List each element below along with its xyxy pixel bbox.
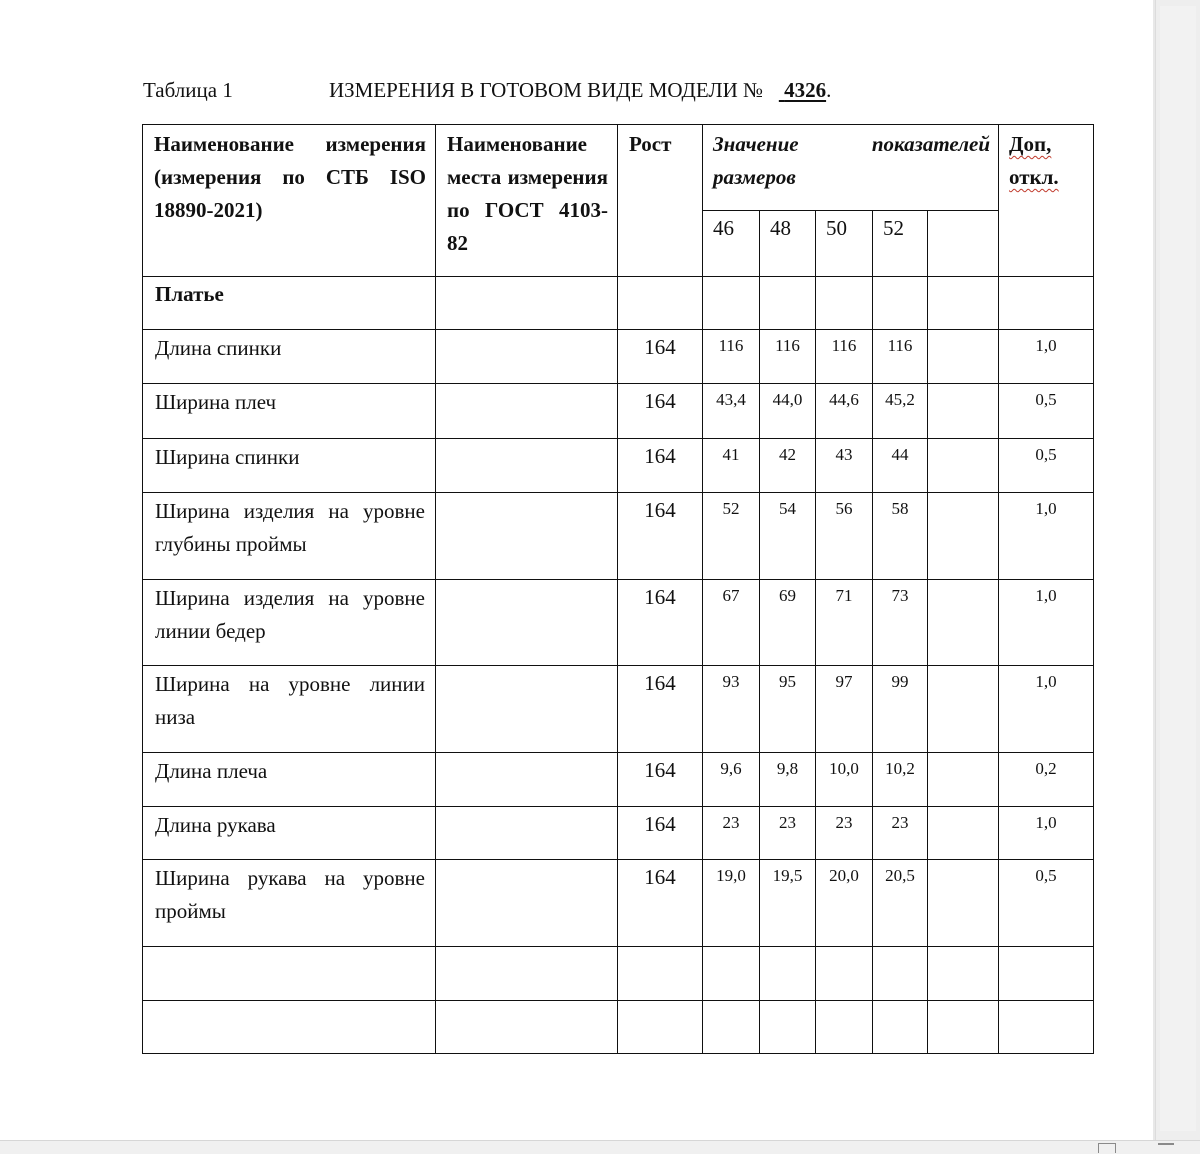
tolerance-value: 1,0: [999, 666, 1094, 753]
size-value: [928, 860, 999, 947]
empty-cell: [816, 947, 873, 1001]
layout-view-icon[interactable]: [1098, 1143, 1116, 1153]
size-value: 97: [816, 666, 873, 753]
size-value: 67: [703, 580, 760, 666]
vertical-scrollbar[interactable]: [1155, 0, 1200, 1140]
group-title: Платье: [143, 277, 436, 330]
size-value: 95: [760, 666, 816, 753]
empty-cell: [816, 1001, 873, 1054]
size-value: 23: [703, 807, 760, 860]
table-caption: Таблица 1: [143, 78, 233, 102]
table-heading: [329, 78, 831, 103]
size-value: 73: [873, 580, 928, 666]
model-number-value: 4326: [784, 78, 827, 102]
size-value: 20,0: [816, 860, 873, 947]
empty-cell: [436, 947, 618, 1001]
page-view-icon[interactable]: [1158, 1143, 1174, 1154]
tolerance-value: 0,5: [999, 384, 1094, 439]
size-value: 116: [816, 330, 873, 384]
measurement-place: [436, 860, 618, 947]
size-value: [928, 666, 999, 753]
size-value: 41: [703, 439, 760, 493]
size-value: [928, 439, 999, 493]
measurement-place: [436, 384, 618, 439]
size-value: 45,2: [873, 384, 928, 439]
measurement-name: Ширина плеч: [143, 384, 436, 439]
size-header-cell: 48: [760, 211, 816, 277]
size-value: [928, 753, 999, 807]
size-value: 44: [873, 439, 928, 493]
tolerance-value: 0,2: [999, 753, 1094, 807]
size-value: 116: [760, 330, 816, 384]
measurement-place: [436, 439, 618, 493]
size-value: [928, 384, 999, 439]
size-value: 43: [816, 439, 873, 493]
empty-cell: [703, 277, 760, 330]
size-value: 69: [760, 580, 816, 666]
header-size-values: Значение показателей размеров: [703, 125, 999, 211]
size-header-cell: [928, 211, 999, 277]
size-header-cell: 50: [816, 211, 873, 277]
measurement-place: [436, 580, 618, 666]
size-header-cell: 46: [703, 211, 760, 277]
tolerance-value: 1,0: [999, 580, 1094, 666]
empty-cell: [928, 277, 999, 330]
size-value: 9,6: [703, 753, 760, 807]
height-value: 164: [618, 439, 703, 493]
empty-cell: [143, 1001, 436, 1054]
size-value: 42: [760, 439, 816, 493]
size-value: 9,8: [760, 753, 816, 807]
empty-cell: [873, 1001, 928, 1054]
empty-cell: [703, 947, 760, 1001]
table-row: [143, 666, 1094, 753]
height-value: 164: [618, 860, 703, 947]
height-value: 164: [618, 807, 703, 860]
empty-cell: [816, 277, 873, 330]
size-value: [928, 807, 999, 860]
size-value: [928, 580, 999, 666]
empty-cell: [760, 277, 816, 330]
empty-cell: [618, 1001, 703, 1054]
tolerance-value: 0,5: [999, 860, 1094, 947]
table-row: [143, 807, 1094, 860]
header-height: Рост: [618, 125, 703, 277]
status-bar: [0, 1140, 1200, 1154]
tolerance-value: 0,5: [999, 439, 1094, 493]
height-value: 164: [618, 330, 703, 384]
size-value: 20,5: [873, 860, 928, 947]
table-row: [143, 330, 1094, 384]
empty-cell: [436, 1001, 618, 1054]
measurement-name: Длина рукава: [143, 807, 436, 860]
table-row: [143, 860, 1094, 947]
size-value: 23: [816, 807, 873, 860]
size-value: 52: [703, 493, 760, 580]
measurement-place: [436, 330, 618, 384]
empty-cell: [999, 947, 1094, 1001]
height-value: 164: [618, 384, 703, 439]
empty-cell: [999, 277, 1094, 330]
size-value: 44,0: [760, 384, 816, 439]
header-deviation-text: Доп, откл.: [1009, 132, 1059, 189]
empty-cell: [143, 947, 436, 1001]
heading-text: ИЗМЕРЕНИЯ В ГОТОВОМ ВИДЕ МОДЕЛИ №: [329, 78, 764, 102]
size-value: 93: [703, 666, 760, 753]
size-value: 10,2: [873, 753, 928, 807]
tolerance-value: 1,0: [999, 493, 1094, 580]
scrollbar-track[interactable]: [1160, 6, 1196, 1131]
table-row: [143, 580, 1094, 666]
empty-cell: [873, 277, 928, 330]
empty-cell: [760, 947, 816, 1001]
empty-cell: [618, 947, 703, 1001]
measurement-name: Длина плеча: [143, 753, 436, 807]
measurements-table: [142, 124, 1094, 1054]
size-value: [928, 330, 999, 384]
size-value: [928, 493, 999, 580]
measurement-name: Длина спинки: [143, 330, 436, 384]
table-row: [143, 753, 1094, 807]
size-header-cell: 52: [873, 211, 928, 277]
table-row: [143, 439, 1094, 493]
measurement-name: Ширина рукава на уровне проймы: [143, 860, 436, 947]
table-row: [143, 493, 1094, 580]
tolerance-value: 1,0: [999, 330, 1094, 384]
height-value: 164: [618, 580, 703, 666]
empty-cell: [703, 1001, 760, 1054]
measurement-name: Ширина спинки: [143, 439, 436, 493]
height-value: 164: [618, 666, 703, 753]
measurement-place: [436, 753, 618, 807]
heading-end: .: [826, 78, 832, 102]
size-value: 58: [873, 493, 928, 580]
measurement-name: Ширина на уровне линии низа: [143, 666, 436, 753]
size-value: 56: [816, 493, 873, 580]
empty-cell: [436, 277, 618, 330]
size-value: 43,4: [703, 384, 760, 439]
size-value: 19,5: [760, 860, 816, 947]
model-number: [779, 78, 826, 102]
height-value: 164: [618, 753, 703, 807]
header-deviation: [999, 125, 1094, 277]
size-value: 23: [873, 807, 928, 860]
empty-row: [143, 1001, 1094, 1054]
size-value: 54: [760, 493, 816, 580]
header-measurement-name: Наименование измерения (измерения по СТБ ISO 18890-2021): [143, 125, 436, 277]
size-value: 99: [873, 666, 928, 753]
tolerance-value: 1,0: [999, 807, 1094, 860]
measurement-place: [436, 807, 618, 860]
empty-cell: [760, 1001, 816, 1054]
size-value: 116: [873, 330, 928, 384]
header-measurement-place: Наименование места измерения по ГОСТ 4103-82: [436, 125, 618, 277]
size-value: 19,0: [703, 860, 760, 947]
header-row: [143, 125, 1094, 211]
empty-cell: [999, 1001, 1094, 1054]
size-value: 10,0: [816, 753, 873, 807]
empty-cell: [928, 1001, 999, 1054]
height-value: 164: [618, 493, 703, 580]
size-value: 116: [703, 330, 760, 384]
size-value: 71: [816, 580, 873, 666]
size-value: 44,6: [816, 384, 873, 439]
measurement-place: [436, 666, 618, 753]
empty-cell: [873, 947, 928, 1001]
size-value: 23: [760, 807, 816, 860]
measurement-place: [436, 493, 618, 580]
measurement-name: Ширина изделия на уровне глубины проймы: [143, 493, 436, 580]
table-row: [143, 384, 1094, 439]
empty-cell: [618, 277, 703, 330]
empty-cell: [928, 947, 999, 1001]
empty-row: [143, 947, 1094, 1001]
measurement-name: Ширина изделия на уровне линии бедер: [143, 580, 436, 666]
group-row: [143, 277, 1094, 330]
